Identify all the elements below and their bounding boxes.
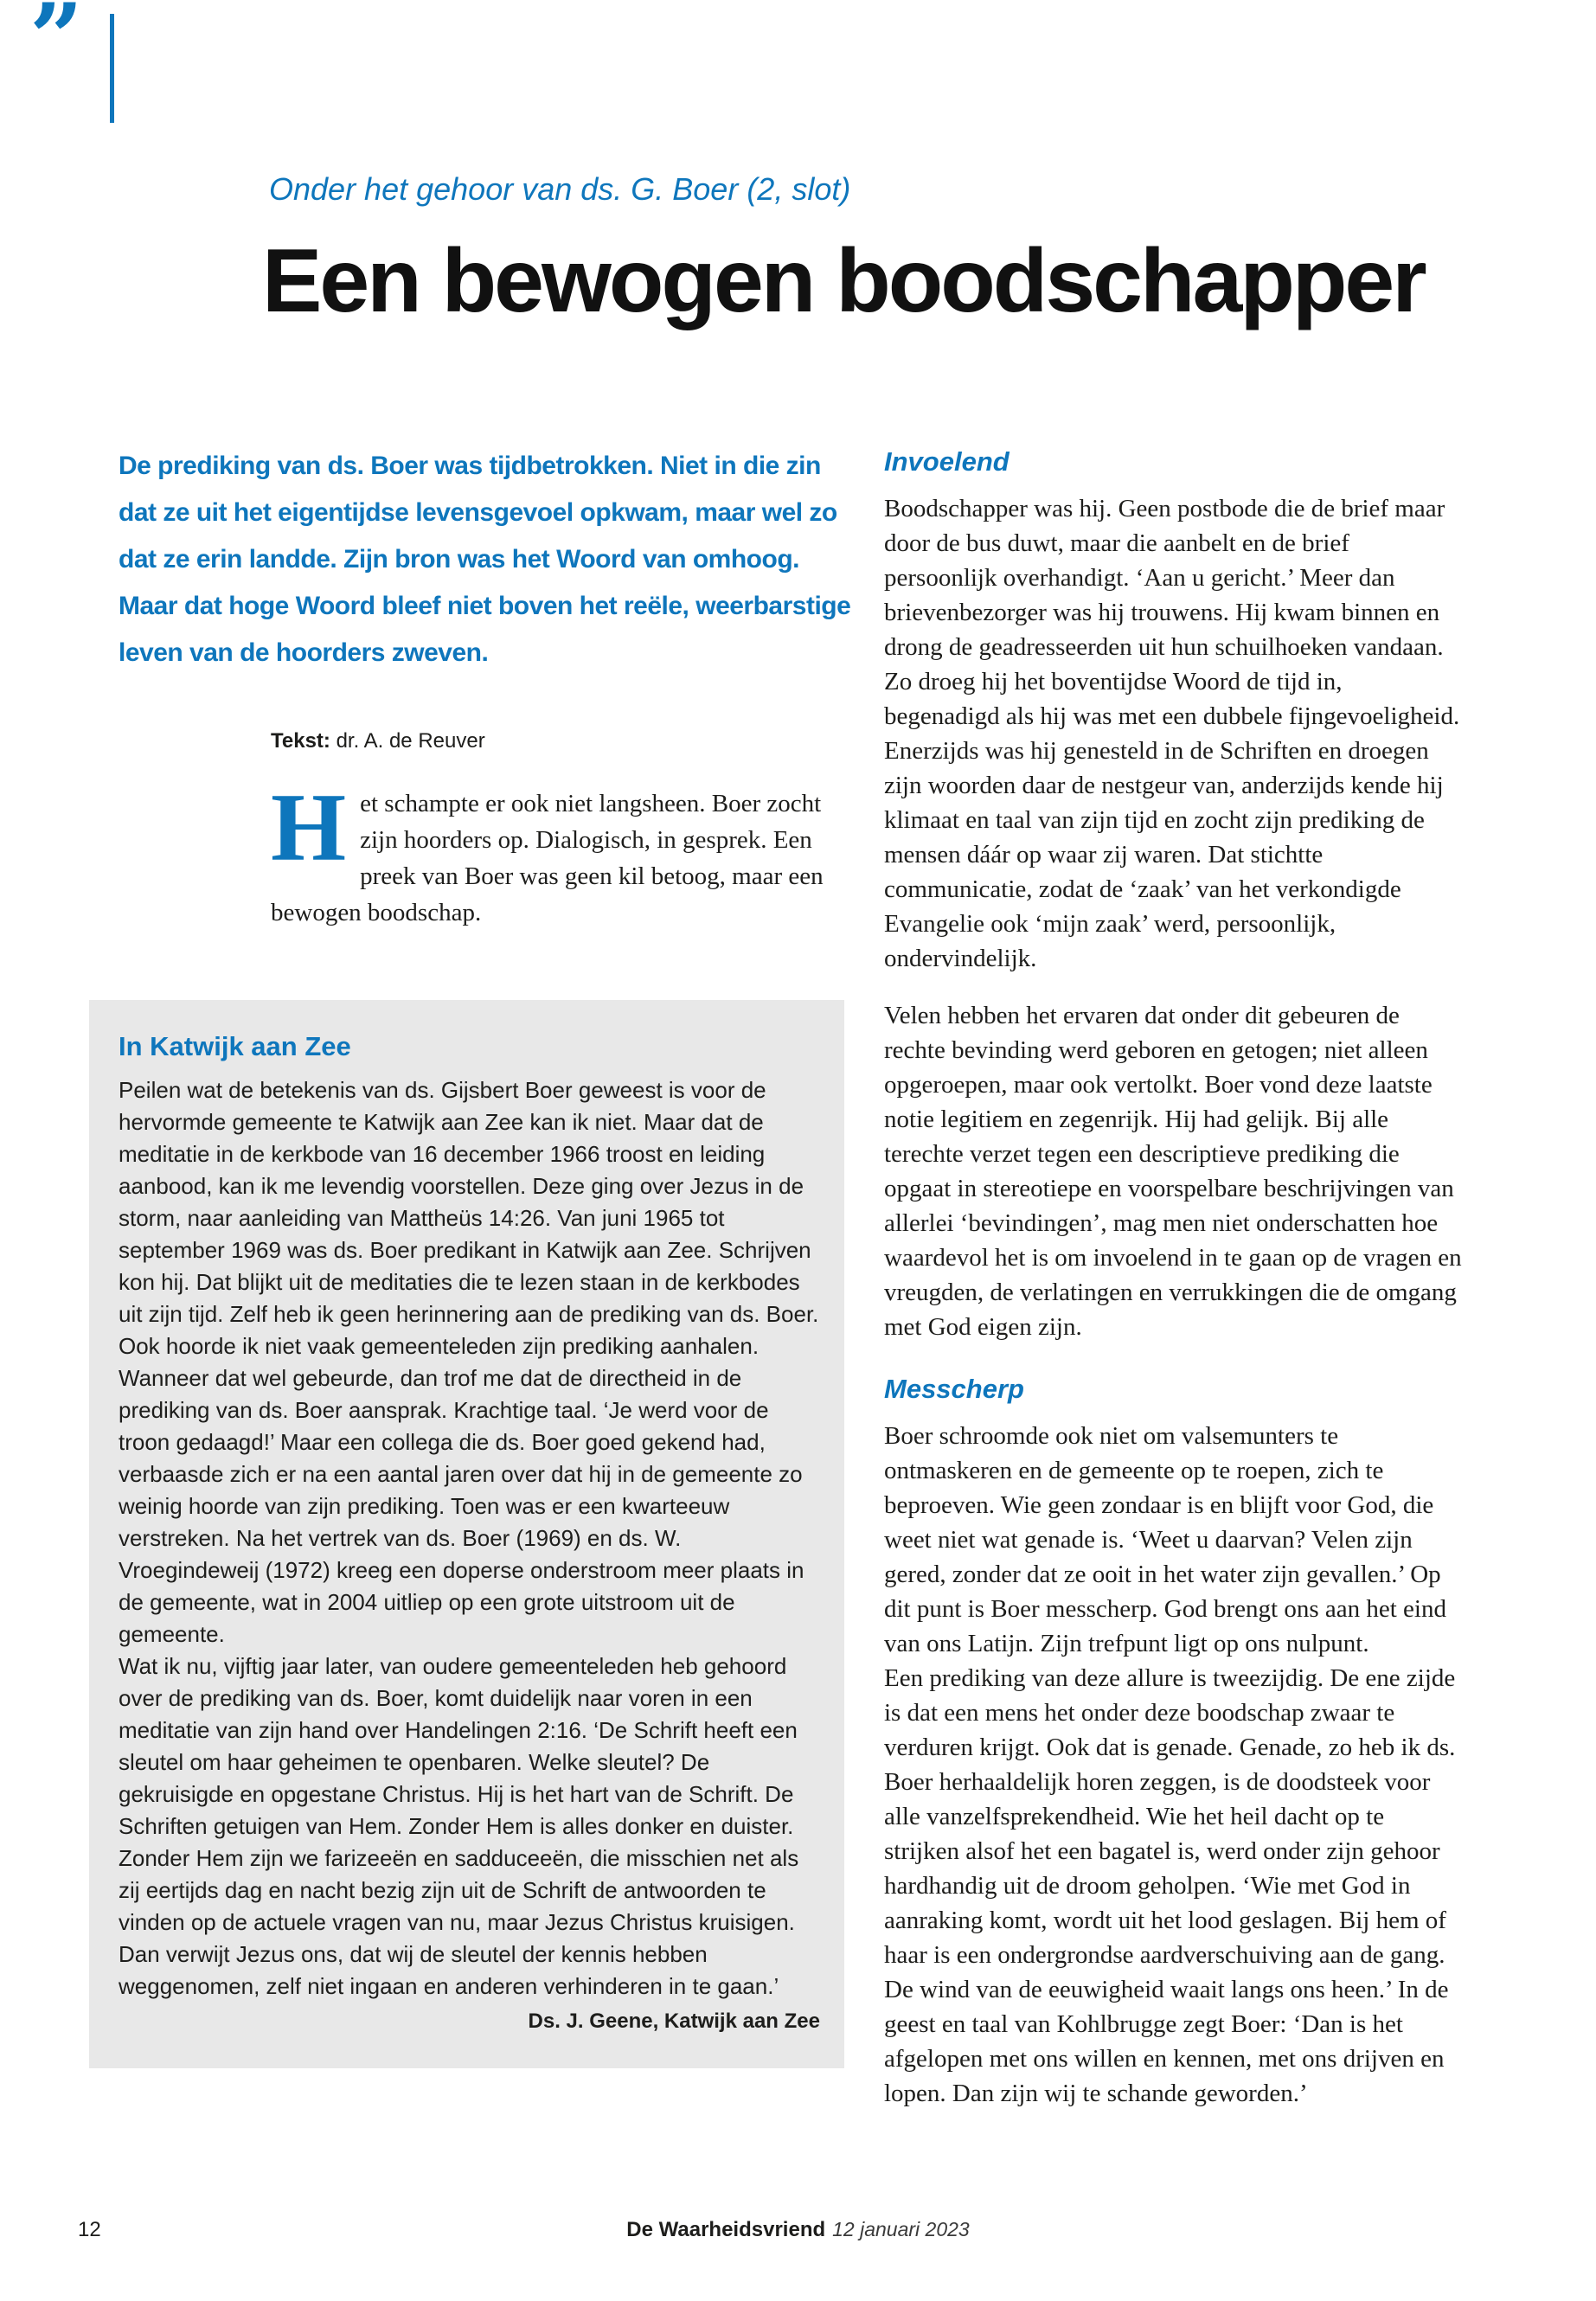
publication-name: De Waarheidsvriend — [626, 2218, 826, 2241]
section-paragraph: Velen hebben het ervaren dat onder dit gebeuren de rechte bevinding werd geboren en getogen; niet alleen opgeroepen, maar ook vertolkt. Boer vond deze laatste notie legitiem en zegenrijk. Hij had gelijk. Bij alle terechte verzet tegen een descriptieve prediking die opgaat in stereotiepe en voorspelbare beschrijvingen van allerlei ‘bevindingen’, mag men niet onderschatten hoe waardevol het is om invoelend in te gaan op de vragen en vreugden, de verlatingen en verrukkingen die de omgang met God eigen zijn. — [884, 1002, 1462, 1341]
article-intro: De prediking van ds. Boer was tijdbetrokken. Niet in die zin dat ze uit het eigentijdse levensgevoel opkwam, maar wel zo dat ze erin landde. Zijn bron was het Woord van omhoog. Maar dat hoge Woord bleef niet boven het reële, weerbarstige leven van de hoorders zweven. — [119, 452, 851, 667]
section-heading-messcherp: Messcherp — [884, 1374, 1024, 1404]
section-paragraph: Boodschapper was hij. Geen postbode die de brief maar door de bus duwt, maar die aanbelt en de brief persoonlijk overhandigt. ‘Aan u gericht.’ Meer dan brievenbezorger was hij trouwens. Hij kwam binnen en drong de geadresseerden uit hun schuilhoeken vandaan. Zo droeg hij het boventijdse Woord de tijd in, begenadigd als hij was met een dubbele fijngevoeligheid. Enerzijds was hij genesteld in de Schriften en droegen zijn woorden daar de nestgeur van, anderzijds kende hij klimaat en taal van zijn tijd en zocht zijn prediking de mensen dáár op waar zij waren. Dat stichtte communicatie, zodat de ‘zaak’ van het verkondigde Evangelie ook ‘mijn zaak’ werd, persoonlijk, ondervindelijk. — [884, 495, 1460, 972]
article-headline: Een bewogen boodschapper — [262, 231, 1425, 331]
byline-author: dr. A. de Reuver — [336, 729, 485, 753]
byline-label: Tekst: — [271, 729, 330, 753]
sidebar-box-signature: Ds. J. Geene, Katwijk aan Zee — [528, 2009, 820, 2033]
footer-center — [0, 2218, 1596, 2242]
lead-text: et schampte er ook niet langsheen. Boer zocht zijn hoorders op. Dialogisch, in gesprek. Een preek van Boer was geen kil betoog, maar een bewogen boodschap. — [271, 790, 824, 926]
sidebar-box-paragraph: Peilen wat de betekenis van ds. Gijsbert Boer geweest is voor de hervormde gemeente te Katwijk aan Zee kan ik niet. Maar dat de meditatie in de kerkbode van 16 december 1966 troost en leiding aanbood, kan ik me levendig voorstellen. Deze ging over Jezus in de storm, naar aanleiding van Mattheüs 14:26. Van juni 1965 tot september 1969 was ds. Boer predikant in Katwijk aan Zee. Schrijven kon hij. Dat blijkt uit de meditaties die te lezen staan in de kerkbodes uit zijn tijd. Zelf heb ik geen herinnering aan de prediking van ds. Boer. Ook hoorde ik niet vaak gemeenteleden zijn prediking aanhalen. Wanneer dat wel gebeurde, dan trof me dat de directheid in de prediking van ds. Boer aansprak. Krachtige taal. ‘Je werd voor de troon gedaagd!’ Maar een collega die ds. Boer goed gekend had, verbaasde zich er na een aantal jaren over dat hij in de gemeente zo weinig hoorde van zijn prediking. Toen was er een kwarteeuw verstreken. Na het vertrek van ds. Boer (1969) en ds. W. Vroegindeweij (1972) kreeg een doperse onderstroom meer plaats in de gemeente, wat in 2004 uitliep op een grote uitstroom uit de gemeente. — [119, 1077, 819, 1647]
sidebar-box-paragraph: Wat ik nu, vijftig jaar later, van oudere gemeenteleden heb gehoord over de prediking van ds. Boer, komt duidelijk naar voren in een meditatie van zijn hand over Handelingen 2:16. ‘De Schrift heeft een sleutel om haar geheimen te openbaren. Welke sleutel? De gekruisigde en opgestane Christus. Hij is het hart van de Schrift. De Schriften getuigen van Hem. Zonder Hem is alles donker en duister. Zonder Hem zijn we farizeeën en sadduceeën, die misschien net als zij eertijds dag en nacht bezig zijn uit de Schrift de antwoorden te vinden op de actuele vragen van nu, maar Jezus Christus kruisigen. Dan verwijt Jezus ons, dat wij de sleutel der kennis hebben weggenomen, zelf niet ingaan en anderen verhinderen in te gaan.’ — [119, 1653, 799, 1999]
section-paragraph: Een prediking van deze allure is tweezijdig. De ene zijde is dat een mens het onder deze boodschap zwaar te verduren krijgt. Ook dat is genade. Genade, zo heb ik ds. Boer herhaaldelijk horen zeggen, is de doodsteek voor alle vanzelfsprekendheid. Wie het heil dacht op te strijken alsof het een bagatel is, werd onder zijn gehoor hardhandig uit de droom geholpen. ‘Wie met God in aanraking komt, wordt uit het lood geslagen. Bij hem of haar is een ondergrondse aardverschuiving aan de gang. De wind van de eeuwigheid waait langs ons heen.’ In de geest en taal van Kohlbrugge zegt Boer: ‘Dan is het afgelopen met ons willen en kennen, met ons drijven en lopen. Dan zijn wij te schande geworden.’ — [884, 1664, 1456, 2107]
drop-cap: H — [271, 774, 347, 881]
header-rule — [110, 14, 114, 123]
right-column — [884, 446, 1464, 2111]
sidebar-box — [89, 1000, 844, 2068]
pull-quote-icon: ” — [29, 0, 84, 93]
article-kicker: Onder het gehoor van ds. G. Boer (2, slot) — [269, 171, 851, 207]
page-footer — [0, 2218, 1596, 2253]
lead-paragraph — [271, 774, 840, 931]
page-number: 12 — [78, 2218, 101, 2241]
section-paragraph: Boer schroomde ook niet om valsemunters te ontmaskeren en de gemeente op te roepen, zich te beproeven. Wie geen zondaar is en blijft voor God, die weet niet wat genade is. ‘Weet u daarvan? Velen zijn gered, zonder dat ze ooit in het water zijn gevallen.’ Op dit punt is Boer messcherp. God brengt ons aan het eind van ons Latijn. Zijn trefpunt ligt op ons nulpunt. — [884, 1422, 1446, 1657]
section-heading-invoelend: Invoelend — [884, 446, 1010, 477]
issue-date: 12 januari 2023 — [832, 2218, 970, 2240]
sidebar-box-title: In Katwijk aan Zee — [119, 1031, 351, 1061]
article-byline — [271, 729, 485, 753]
